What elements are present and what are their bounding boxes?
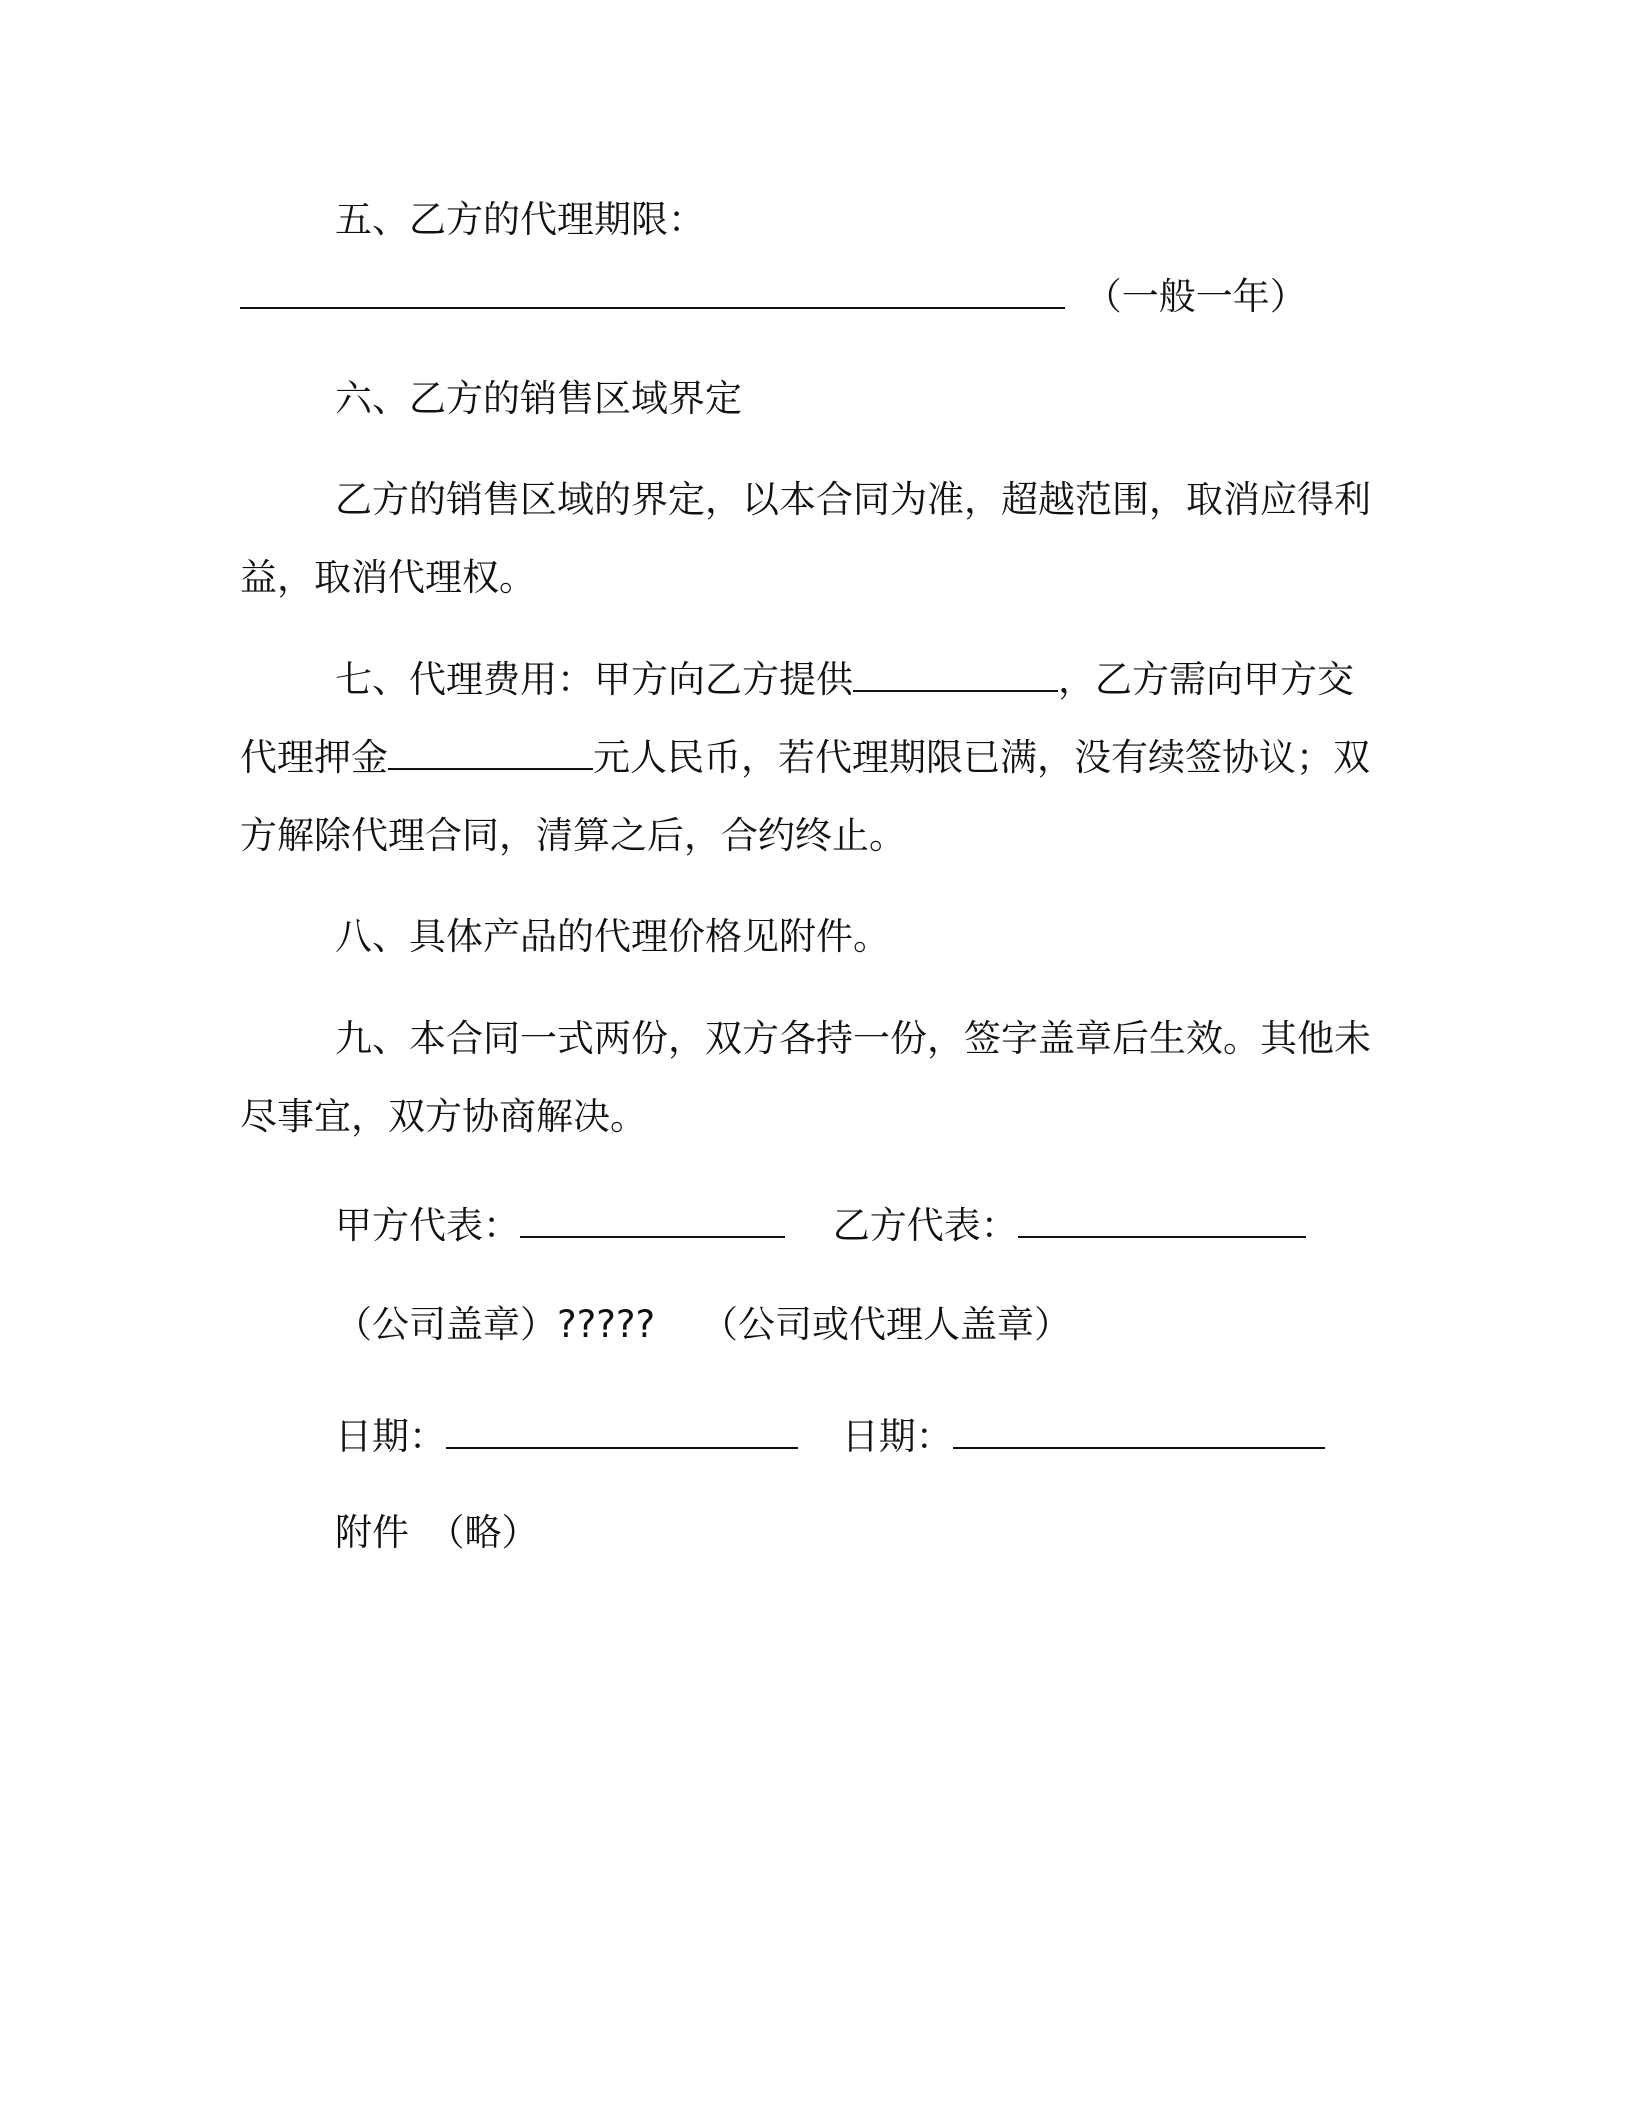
party-b-seal-label: （公司或代理人盖章）: [700, 1303, 1071, 1346]
section-7-line-1: 七、代理费用：甲方向乙方提供 ，乙方需向甲方交: [335, 658, 1354, 701]
section-8: 八、具体产品的代理价格见附件。: [335, 915, 890, 958]
section-9-line-2: 尽事宜，双方协商解决。: [240, 1095, 647, 1138]
date-a-blank[interactable]: [446, 1417, 798, 1449]
attachment-line: 附件 （略）: [335, 1511, 539, 1554]
section-6-heading: 六、乙方的销售区域界定: [335, 377, 742, 420]
term-blank[interactable]: [240, 277, 1065, 309]
section-7-line-2: 代理押金 元人民币，若代理期限已满，没有续签协议；双: [240, 736, 1370, 779]
signature-representatives: [335, 1202, 1485, 1250]
section-7-line-3: 方解除代理合同，清算之后，合约终止。: [240, 814, 906, 857]
section-5-term-line: [240, 273, 1390, 321]
party-a-seal-label: （公司盖章）?????: [335, 1303, 656, 1346]
party-a-label: 甲方代表：: [335, 1204, 520, 1247]
date-b-label: 日期：: [841, 1415, 953, 1458]
party-b-signature-blank[interactable]: [1018, 1206, 1306, 1238]
date-b-blank[interactable]: [953, 1417, 1325, 1449]
section-9-line-1: 九、本合同一式两份，双方各持一份，签字盖章后生效。其他未: [335, 1017, 1371, 1060]
date-a-label: 日期：: [335, 1415, 446, 1458]
section-5-heading: 五、乙方的代理期限：: [335, 198, 705, 241]
party-b-label: 乙方代表：: [832, 1204, 1018, 1247]
party-a-signature-blank[interactable]: [520, 1206, 785, 1238]
fee-provide-blank[interactable]: [853, 660, 1058, 692]
section-6-body-line-1: 乙方的销售区域的界定，以本合同为准，超越范围，取消应得利: [335, 478, 1371, 521]
signature-dates: [335, 1413, 1485, 1461]
deposit-amount-blank[interactable]: [388, 738, 593, 770]
section-6-body-line-2: 益，取消代理权。: [240, 556, 536, 599]
term-note: （一般一年）: [1084, 275, 1307, 318]
signature-seals: [335, 1301, 1485, 1349]
